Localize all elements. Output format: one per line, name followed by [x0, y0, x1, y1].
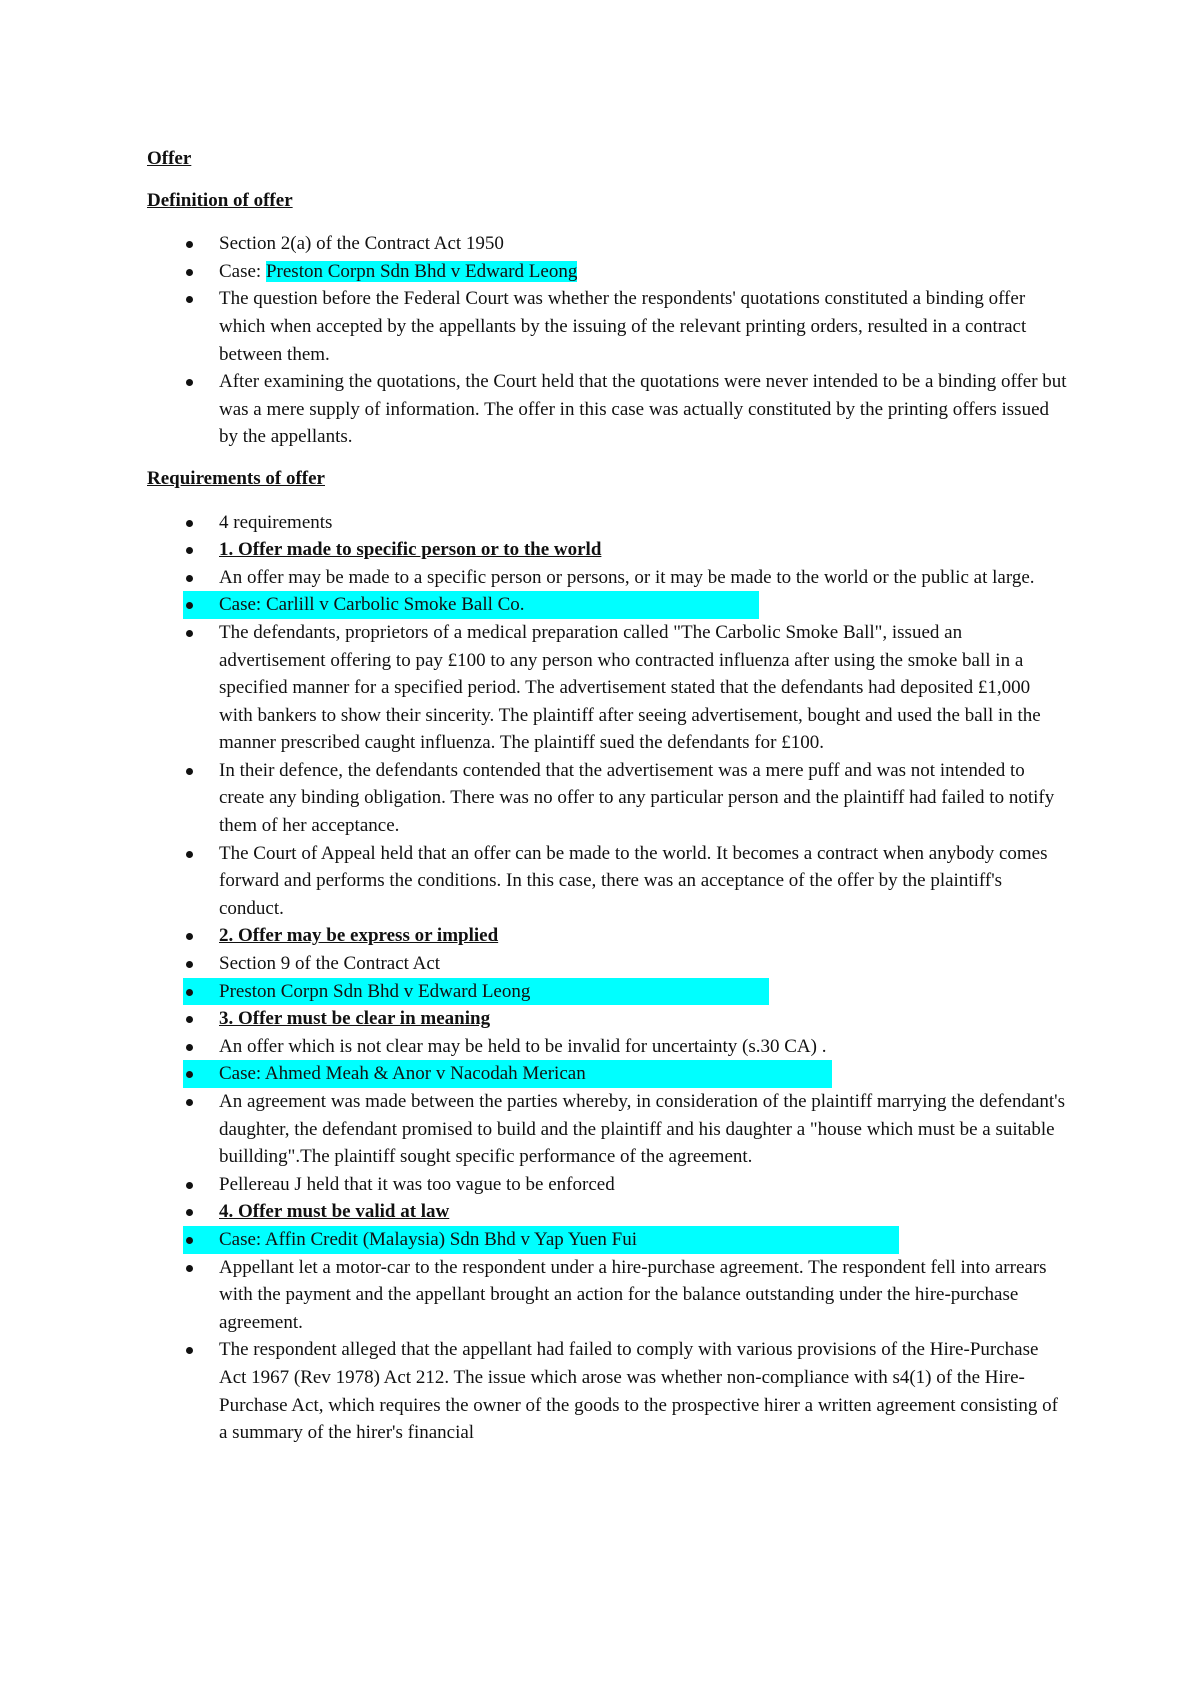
list-item: The Court of Appeal held that an offer can be made to the world. It becomes a contract when anybody comes forward and performs the conditions. In this case, there was an acceptance of the offer by the plaintiff's conduct. — [147, 840, 1067, 923]
bullet-icon — [186, 1182, 193, 1189]
list-item: 3. Offer must be clear in meaning — [147, 1005, 1067, 1033]
bullet-icon — [186, 1347, 193, 1354]
list-item-highlighted: Preston Corpn Sdn Bhd v Edward Leong — [183, 978, 769, 1006]
list-item: 4. Offer must be valid at law — [147, 1198, 1067, 1226]
definition-list — [147, 230, 1067, 451]
list-item: Case: Preston Corpn Sdn Bhd v Edward Leong — [147, 258, 1067, 286]
document-page — [147, 145, 1067, 1447]
list-item: Section 9 of the Contract Act — [147, 950, 1067, 978]
bullet-icon — [186, 379, 193, 386]
bullet-icon — [186, 851, 193, 858]
bullet-icon — [186, 1209, 193, 1216]
requirements-heading: Requirements of offer — [147, 467, 325, 489]
list-item: Appellant let a motor-car to the respondent under a hire-purchase agreement. The respondent fell into arrears with the payment and the appellant brought an action for the balance outstanding under the hire-purchase agreement. — [147, 1254, 1067, 1337]
bullet-icon — [186, 768, 193, 775]
bullet-icon — [186, 1044, 193, 1051]
list-item: Section 2(a) of the Contract Act 1950 — [147, 230, 1067, 258]
list-item: The respondent alleged that the appellant had failed to comply with various provisions of the Hire-Purchase Act 1967 (Rev 1978) Act 212. The issue which arose was whether non-compliance with s4(1) of the Hire-Purchase Act, which requires the owner of the goods to the prospective hirer a written agreement consisting of a summary of the hirer's financial — [147, 1336, 1067, 1446]
list-item: 4 requirements — [147, 509, 1067, 537]
bullet-icon — [186, 241, 193, 248]
case-highlight: Preston Corpn Sdn Bhd v Edward Leong — [265, 260, 578, 282]
list-item-highlighted: Case: Affin Credit (Malaysia) Sdn Bhd v Yap Yuen Fui — [183, 1226, 899, 1254]
list-item: In their defence, the defendants contended that the advertisement was a mere puff and was not intended to create any binding obligation. There was no offer to any particular person and the plaintiff had failed to notify them of her acceptance. — [147, 757, 1067, 840]
list-item: Pellereau J held that it was too vague to be enforced — [147, 1171, 1067, 1199]
list-item: 1. Offer made to specific person or to the world — [147, 536, 1067, 564]
bullet-icon — [186, 1237, 193, 1244]
list-item: The defendants, proprietors of a medical preparation called "The Carbolic Smoke Ball", issued an advertisement offering to pay £100 to any person who contracted influenza after using the smoke ball in a specified manner for a specified period. The advertisement stated that the defendants had deposited £1,000 with bankers to show their sincerity. The plaintiff after seeing advertisement, bought and used the ball in the manner prescribed caught influenza. The plaintiff sued the defendants for £100. — [147, 619, 1067, 757]
bullet-icon — [186, 989, 193, 996]
list-item: An offer may be made to a specific person or persons, or it may be made to the world or the public at large. — [147, 564, 1067, 592]
bullet-icon — [186, 933, 193, 940]
page-title: Offer — [147, 148, 192, 169]
list-item-highlighted: Case: Ahmed Meah & Anor v Nacodah Merican — [183, 1060, 832, 1088]
bullet-icon — [186, 520, 193, 527]
list-item: After examining the quotations, the Court held that the quotations were never intended to be a binding offer but was a mere supply of information. The offer in this case was actually constituted by the printing offers issued by the appellants. — [147, 368, 1067, 451]
requirements-list — [147, 509, 1067, 1447]
bullet-icon — [186, 1071, 193, 1078]
bullet-icon — [186, 296, 193, 303]
bullet-icon — [186, 1016, 193, 1023]
bullet-icon — [186, 1099, 193, 1106]
list-item: An offer which is not clear may be held to be invalid for uncertainty (s.30 CA) . — [147, 1033, 1067, 1061]
list-item: An agreement was made between the parties whereby, in consideration of the plaintiff marrying the defendant's daughter, the defendant promised to build and the plaintiff and his daughter a "house which must be a suitable buillding".The plaintiff sought specific performance of the agreement. — [147, 1088, 1067, 1171]
bullet-icon — [186, 602, 193, 609]
bullet-icon — [186, 547, 193, 554]
bullet-icon — [186, 961, 193, 968]
list-item: The question before the Federal Court was whether the respondents' quotations constituted a binding offer which when accepted by the appellants by the issuing of the relevant printing orders, resulted in a contract between them. — [147, 285, 1067, 368]
list-item: 2. Offer may be express or implied — [147, 922, 1067, 950]
list-item-highlighted: Case: Carlill v Carbolic Smoke Ball Co. — [183, 591, 759, 619]
bullet-icon — [186, 269, 193, 276]
bullet-icon — [186, 630, 193, 637]
bullet-icon — [186, 1265, 193, 1272]
bullet-icon — [186, 575, 193, 582]
definition-heading: Definition of offer — [147, 189, 293, 211]
